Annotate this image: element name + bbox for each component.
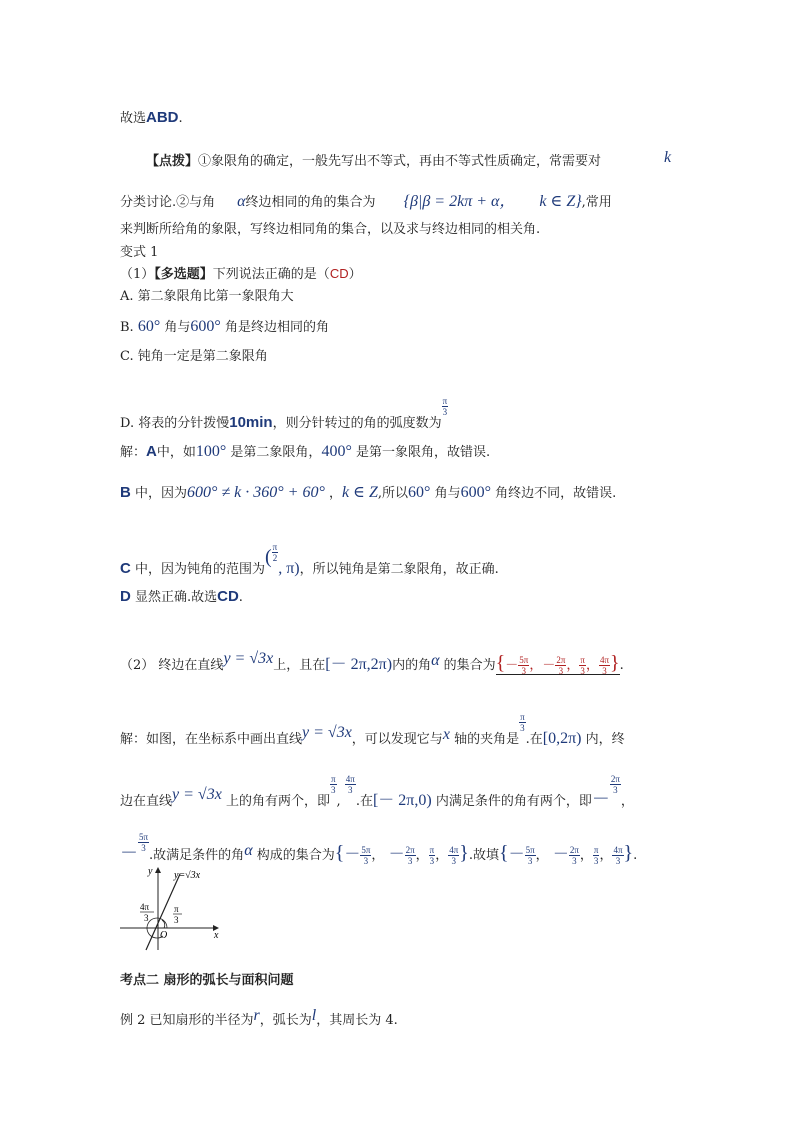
solution-d: D 显然正确.故选CD.: [120, 588, 243, 605]
svg-text:3: 3: [174, 915, 179, 925]
svg-text:3: 3: [144, 913, 149, 923]
set-result-1: {－ $\frac{5\pi}{3}$ ， － $\frac{2\pi}{3}$ ， $\frac{\pi}{3}$ ， $\frac{4\pi}{3}$ }: [334, 842, 469, 866]
dianbo-k: k: [664, 149, 672, 166]
example-2: 例 2 已知扇形的半径为r，弧长为l，其周长为 4.: [120, 1007, 398, 1028]
dianbo-line-3: 来判断所给角的象限，写终边相同角的集合，以及求与终边相同的相关角.: [120, 222, 541, 237]
fig-origin: O: [160, 930, 168, 941]
option-b: B. 60° 角与600° 角是终边相同的角: [120, 318, 329, 335]
dianbo-label: 【点拨】: [146, 154, 199, 169]
svg-text:π: π: [174, 904, 179, 914]
fig-x-label: x: [214, 930, 219, 941]
question-1: （1）【多选题】下列说法正确的是（CD）: [120, 266, 362, 282]
fig-y-label: y: [148, 866, 153, 877]
option-d: D. 将表的分针拨慢10min，则分针转过的角的弧度数为 $\frac{\pi}{3}$: [120, 396, 448, 431]
answer-line-1: 故选ABD.: [120, 109, 183, 126]
answer-set-blank: {－ $\frac{5\pi}{3}$ ，－ $\frac{2\pi}{3}$ ， $\frac{\pi}{3}$ ， $\frac{4\pi}{3}$ }: [495, 652, 620, 676]
solution-c: C 中，因为钝角的范围为( $\frac{\pi}{2}$ , π)，所以钝角是第二象限角，故正确.: [120, 542, 499, 577]
question-2: （2） 终边在直线y = √3x上，且在[－ 2π,2π)内的角α 的集合为{－ $\frac{5\pi}{3}$ ，－ $\frac{2\pi}{3}$ ， $\frac{\pi}{3}$ ， $\frac{4\pi}{3}$ }.: [120, 650, 624, 676]
section-heading: 考点二 扇形的弧长与面积问题: [120, 973, 294, 988]
option-a: A. 第二象限角比第一象限角大: [120, 289, 294, 304]
option-c: C. 钝角一定是第二象限角: [120, 349, 268, 364]
solution-2-line-1: 解：如图，在坐标系中画出直线y = √3x，可以发现它与x 轴的夹角是 $\frac{\pi}{3}$ .在[0,2π) 内，终: [120, 712, 625, 747]
set-expression: {β|β = 2kπ + α，: [403, 193, 516, 210]
dianbo-line-2: 分类讨论.②与角 α终边相同的角的集合为 {β|β = 2kπ + α， k ∈ Z},常用: [120, 193, 612, 210]
solution-a: 解：A中，如100° 是第二象限角，400° 是第一象限角，故错误.: [120, 443, 491, 460]
set-result-2: {－ $\frac{5\pi}{3}$ ， － $\frac{2\pi}{3}$ ， $\frac{\pi}{3}$ ， $\frac{4\pi}{3}$ }: [499, 842, 634, 866]
dianbo-line-1: 【点拨】①象限角的确定，一般先写出不等式，再由不等式性质确定，常需要对: [146, 154, 602, 169]
solution-2-line-3: － $\frac{5\pi}{3}$ .故满足条件的角α 构成的集合为{－ $\frac{5\pi}{3}$ ， － $\frac{2\pi}{3}$ ， $\frac{\pi}{3}$ ， $\frac{4\pi}{3}$ }.故填{－ $\frac{5\pi}{3}$ ， － $\frac{2\pi}{3}$ ， $\frac{\pi}{3}$ ， $\frac{4\pi}{3}$ }.: [120, 832, 638, 866]
question-1-answer: CD: [329, 266, 349, 281]
fig-line-label: y=√3x: [174, 870, 201, 881]
coordinate-figure: [118, 862, 228, 952]
bianshi-title: 变式 1: [120, 245, 159, 260]
fraction-pi-3: $\frac{\pi}{3}$: [442, 396, 448, 417]
svg-text:4π: 4π: [140, 902, 150, 912]
solution-b: B 中，因为600° ≠ k · 360° + 60° ，k ∈ Z,所以60° 角与600° 角终边不同，故错误.: [120, 484, 617, 501]
solution-2-line-2: 边在直线y = √3x 上的角有两个，即 $\frac{\pi}{3}$ , $\frac{4\pi}{3}$ .在[－ 2π,0) 内满足条件的角有两个，即－ $\frac{2\pi}{3}$ ，: [120, 774, 634, 809]
answer-abd: ABD: [146, 109, 179, 126]
